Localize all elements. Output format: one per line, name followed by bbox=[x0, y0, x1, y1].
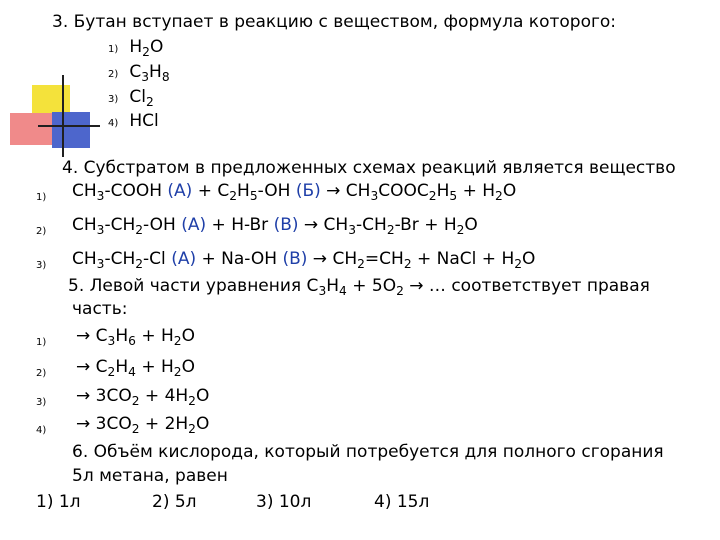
decor-vertical-line bbox=[62, 75, 64, 157]
q4-item-1: 1) $CH_3$-COOH $(A) + C_2H_5-OH$ $(Б) \to CH_3COOC_2H_5 + H_2O$ bbox=[36, 181, 517, 203]
q3-option-2: 2) $C_3H_8$ bbox=[108, 62, 170, 84]
q6-answer-4: 4) 15л bbox=[374, 492, 430, 512]
q4-item-3: 3) $CH_3-CH_2-Cl$ (A) + Na-OH $(B) \to CH_2=CH_2$ + NaCl + $H_2O$ bbox=[36, 249, 536, 271]
option-number: 3) bbox=[108, 94, 119, 105]
option-number: 4) bbox=[36, 425, 47, 436]
item-number: 3) bbox=[36, 260, 47, 271]
option-number: 2) bbox=[36, 368, 47, 379]
option-number: 2) bbox=[108, 69, 119, 80]
q5-option-4: 4) → $3CO_2 + 2H_2O$ bbox=[36, 414, 210, 436]
question-4-title: 4. Субстратом в предложенных схемах реакций является вещество bbox=[62, 158, 676, 178]
option-number: 1) bbox=[108, 44, 119, 55]
q5-option-1: 1) → $C_3H_6 + H_2O$ bbox=[36, 326, 195, 348]
option-number: 3) bbox=[36, 397, 47, 408]
q5-option-3: 3) → $3CO_2 + 4H_2O$ bbox=[36, 386, 210, 408]
option-number: 4) bbox=[108, 118, 119, 129]
decor-horizontal-line bbox=[38, 125, 100, 127]
q5-option-2: 2) → $C_2H_4 + H_2O$ bbox=[36, 357, 195, 379]
decor-blue-square bbox=[52, 112, 90, 148]
q4-item-2: 2) $CH_3-CH_2-OH$ (A) + H-Br $(B) \to CH_3-CH_2-Br + H_2O$ bbox=[36, 215, 478, 237]
q6-answer-1: 1) 1л bbox=[36, 492, 81, 512]
question-6-continuation: 5л метана, равен bbox=[72, 466, 228, 486]
item-number: 2) bbox=[36, 226, 47, 237]
q3-option-1: 1) $H_2O$ bbox=[108, 37, 164, 59]
q3-option-3: 3) $Cl_2$ bbox=[108, 87, 154, 109]
question-3-title: 3. Бутан вступает в реакцию с веществом, формула которого: bbox=[52, 12, 617, 32]
option-number: 1) bbox=[36, 337, 47, 348]
q6-answer-2: 2) 5л bbox=[152, 492, 197, 512]
q6-answer-3: 3) 10л bbox=[256, 492, 312, 512]
item-number: 1) bbox=[36, 192, 47, 203]
q3-option-4: 4) HCl bbox=[108, 111, 159, 131]
decor-red-square bbox=[10, 113, 52, 145]
question-5-title: 5. Левой части уравнения $C_3H_4 + 5O_2$ → … соответствует правая bbox=[68, 276, 650, 298]
question-5-continuation: часть: bbox=[72, 299, 128, 319]
question-6-title: 6. Объём кислорода, который потребуется для полного сгорания bbox=[72, 442, 664, 462]
